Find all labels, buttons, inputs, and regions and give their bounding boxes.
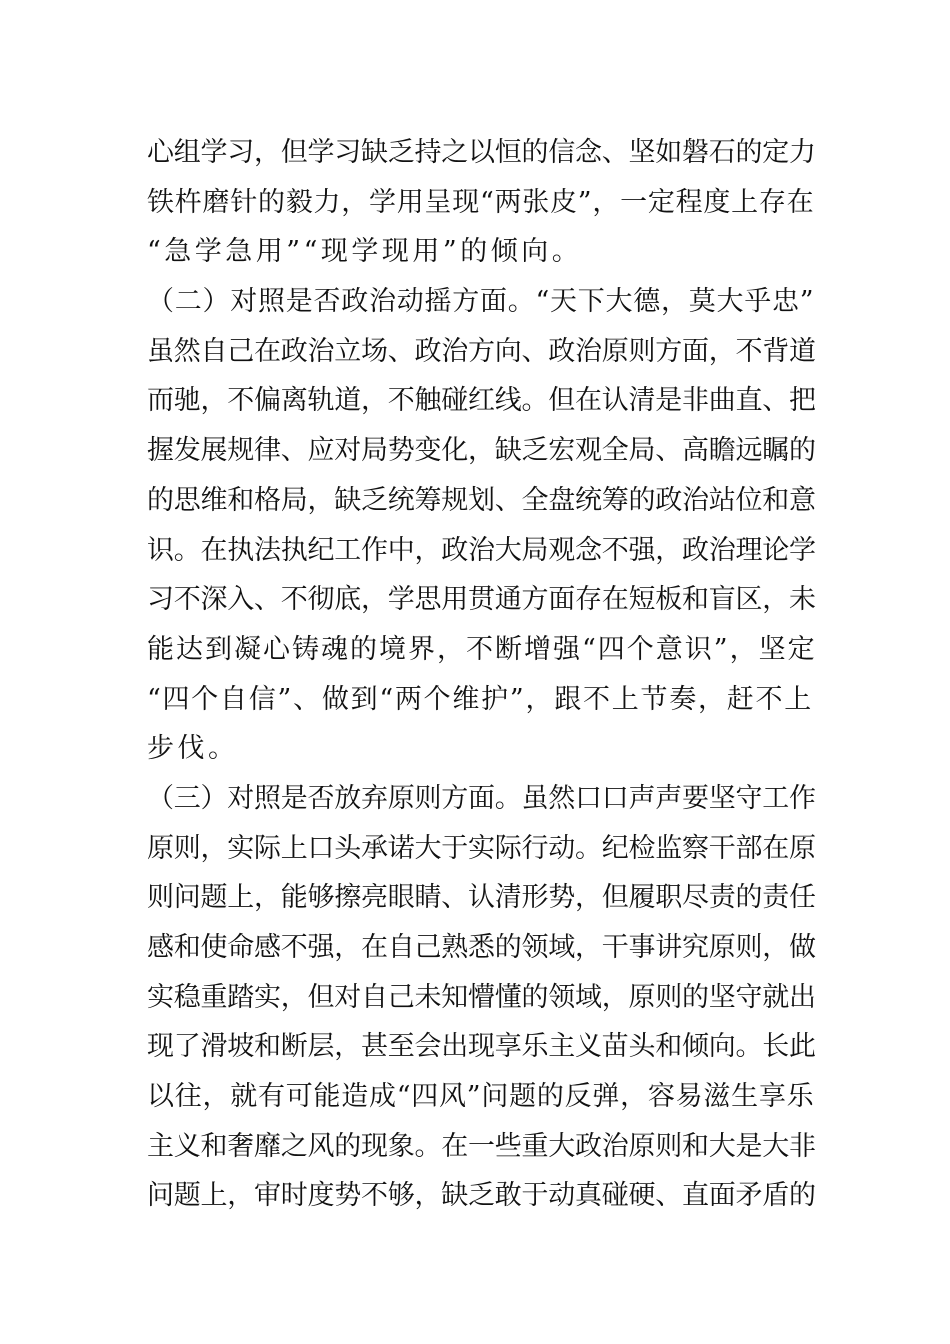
text-line: 则问题上，能够擦亮眼睛、认清形势，但履职尽责的责任 (147, 882, 816, 914)
text-line: 心组学习，但学习缺乏持之以恒的信念、坚如磐石的定力 (147, 137, 816, 168)
text-line: 虽然自己在政治立场、政治方向、政治原则方面，不背道 (147, 335, 816, 367)
text-line: 步伐。 (147, 733, 239, 765)
document-body (147, 128, 817, 1221)
text-line: 识。在执法执纪工作中，政治大局观念不强，政治理论学 (147, 534, 816, 566)
text-line: 以往，就有可能造成“四风”问题的反弹，容易滋生享乐 (147, 1081, 815, 1113)
text-line: 习不深入、不彻底，学思用贯通方面存在短板和盲区，未 (147, 584, 816, 616)
text-line: 握发展规律、应对局势变化，缺乏宏观全局、高瞻远瞩的 (147, 435, 816, 467)
text-line: 的思维和格局，缺乏统筹规划、全盘统筹的政治站位和意 (147, 484, 816, 516)
text-line: 铁杵磨针的毅力，学用呈现“两张皮”，一定程度上存在 (147, 186, 815, 218)
section-heading-line: （三）对照是否放弃原则方面。虽然口口声声要坚守工作 (147, 782, 816, 814)
text-line: “急学急用”“现学现用”的倾向。 (147, 236, 583, 268)
text-line: 而驰，不偏离轨道，不触碰红线。但在认清是非曲直、把 (147, 385, 816, 417)
text-line: 现了滑坡和断层，甚至会出现享乐主义苗头和倾向。长此 (147, 1031, 816, 1063)
text-line: “四个自信”、做到“两个维护”，跟不上节奏，赶不上 (147, 683, 813, 715)
text-line: 原则，实际上口头承诺大于实际行动。纪检监察干部在原 (147, 832, 816, 864)
text-line: 能达到凝心铸魂的境界，不断增强“四个意识”，坚定 (147, 633, 817, 665)
section-heading-line: （二）对照是否政治动摇方面。“天下大德，莫大乎忠” (147, 286, 815, 318)
text-line: 主义和奢靡之风的现象。在一些重大政治原则和大是大非 (147, 1130, 816, 1162)
text-line: 实稳重踏实，但对自己未知懵懂的领域，原则的坚守就出 (147, 981, 816, 1013)
text-line: 问题上，审时度势不够，缺乏敢于动真碰硬、直面矛盾的 (147, 1180, 816, 1212)
text-line: 感和使命感不强，在自己熟悉的领域，干事讲究原则，做 (147, 932, 816, 963)
